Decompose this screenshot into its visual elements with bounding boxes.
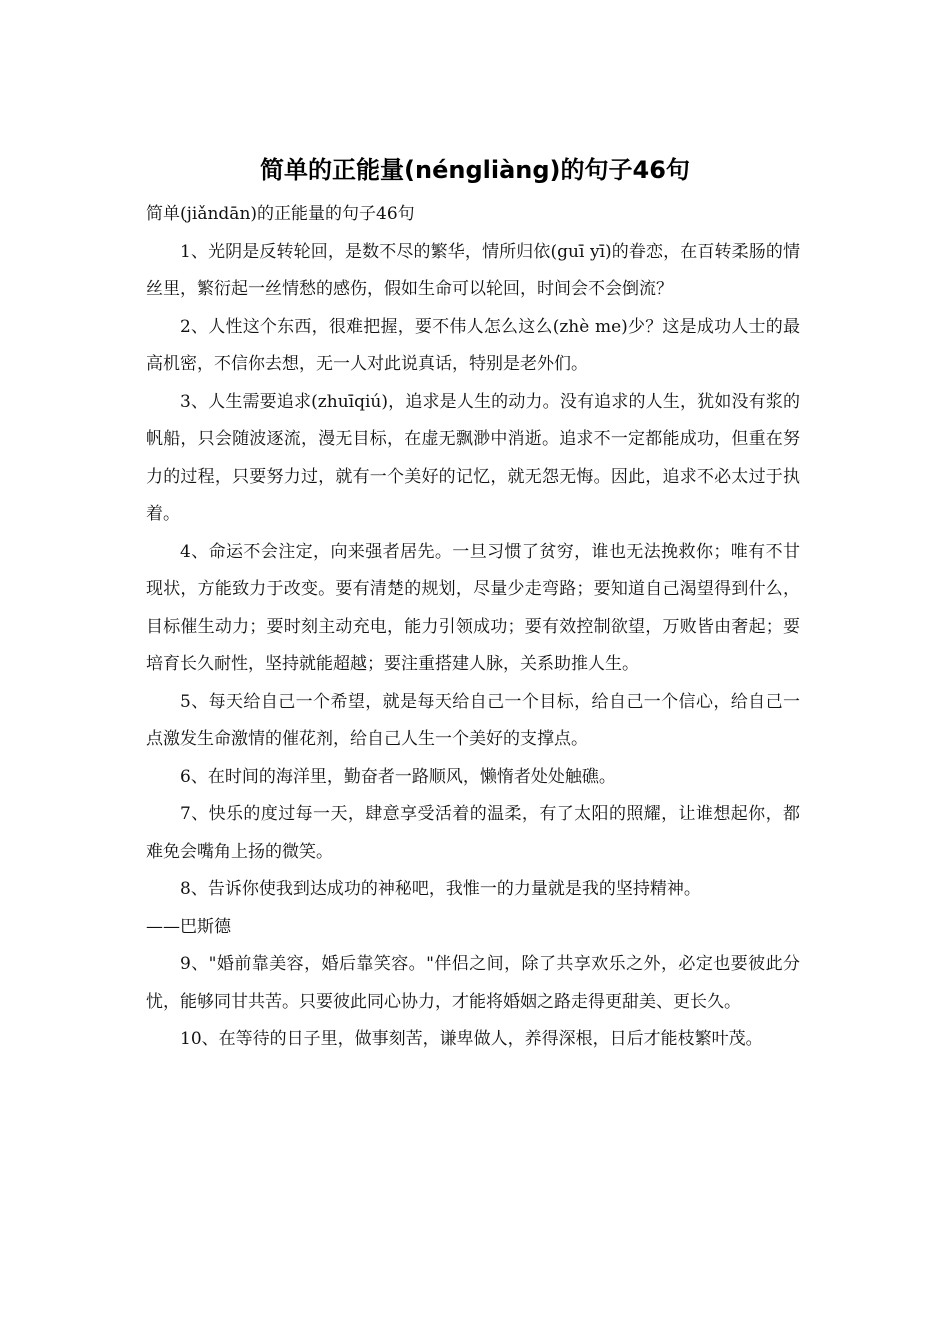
document-subtitle: 简单(jiǎndān)的正能量的句子46句 xyxy=(146,204,415,224)
paragraph-6: 6、在时间的海洋里，勤奋者一路顺风，懒惰者处处触礁。 xyxy=(180,766,616,787)
quote-signature: ——巴斯德 xyxy=(146,916,231,937)
paragraph-2: 2、人性这个东西，很难把握，要不伟人怎么这么(zhè me)少？这是成功人士的最高机密，不信你去想，无一人对此说真话，特别是老外们。 xyxy=(146,316,800,374)
paragraph-5: 5、每天给自己一个希望，就是每天给自己一个目标，给自己一个信心，给自己一点激发生命激情的催花剂，给自己人生一个美好的支撑点。 xyxy=(146,691,800,749)
paragraph-9: 9、"婚前靠美容，婚后靠笑容。"伴侣之间，除了共享欢乐之外，必定也要彼此分忧，能够同甘共苦。只要彼此同心协力，才能将婚姻之路走得更甜美、更长久。 xyxy=(146,954,800,1012)
paragraph-4: 4、命运不会注定，向来强者居先。一旦习惯了贫穷，谁也无法挽救你；唯有不甘现状，方能致力于改变。要有清楚的规划，尽量少走弯路；要知道自己渴望得到什么，目标催生动力；要时刻主动充电，能力引领成功；要有效控制欲望，万败皆由奢起；要培育长久耐性，坚持就能超越；要注重搭建人脉，关系助推人生。 xyxy=(146,541,800,674)
paragraph-3: 3、人生需要追求(zhuīqiú)，追求是人生的动力。没有追求的人生，犹如没有浆的帆船，只会随波逐流，漫无目标，在虚无飘渺中消逝。追求不一定都能成功，但重在努力的过程，只要努力过，就有一个美好的记忆，就无怨无悔。因此，追求不必太过于执着。 xyxy=(146,391,800,524)
document-title: 简单的正能量(néngliàng)的句子46句 xyxy=(260,156,690,184)
paragraph-10: 10、在等待的日子里，做事刻苦，谦卑做人，养得深根，日后才能枝繁叶茂。 xyxy=(180,1029,763,1049)
paragraph-8: 8、告诉你使我到达成功的神秘吧，我惟一的力量就是我的坚持精神。 xyxy=(180,879,701,899)
paragraph-1: 1、光阴是反转轮回，是数不尽的繁华，情所归依(guī yī)的眷恋，在百转柔肠的情丝里，繁衍起一丝情愁的感伤，假如生命可以轮回，时间会不会倒流？ xyxy=(146,241,800,299)
paragraph-7: 7、快乐的度过每一天，肆意享受活着的温柔，有了太阳的照耀，让谁想起你，都难免会嘴角上扬的微笑。 xyxy=(146,804,800,862)
document-body xyxy=(146,196,800,1059)
